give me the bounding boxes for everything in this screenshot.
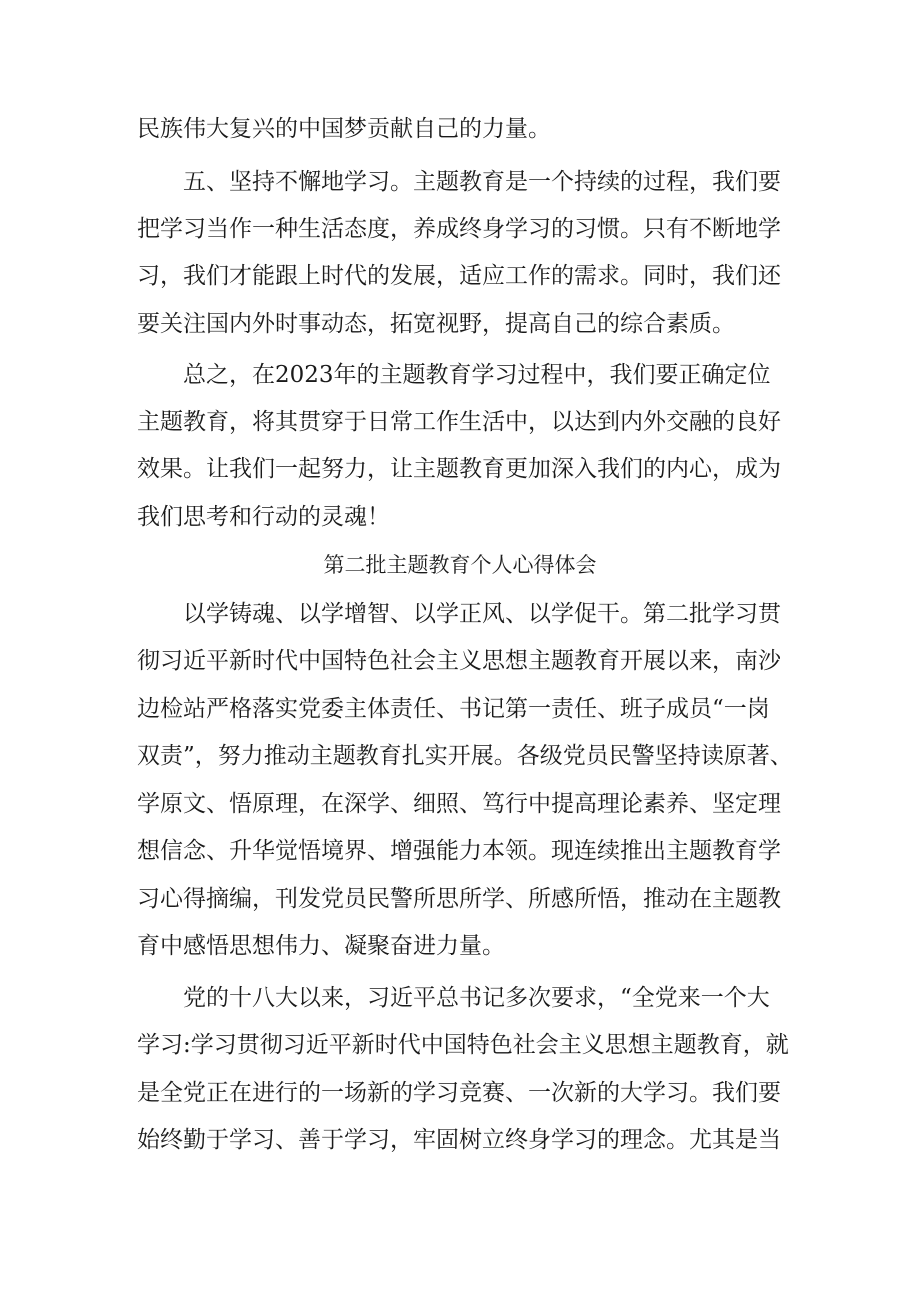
paragraph-line: 主题教育，将其贯穿于日常工作生活中，以达到内外交融的良好	[137, 409, 781, 435]
paragraph-line: 效果。让我们一起努力，让主题教育更加深入我们的内心，成为	[137, 456, 781, 482]
paragraph-line: 以学铸魂、以学增智、以学正风、以学促干。第二批学习贯	[183, 601, 781, 627]
paragraph-line: 民族伟大复兴的中国梦贡献自己的力量。	[137, 116, 551, 142]
paragraph-line: 党的十八大以来，习近平总书记多次要求，“全党来一个大	[183, 985, 770, 1011]
paragraph-line: 习心得摘编，刊发党员民警所思所学、所感所悟，推动在主题教	[137, 886, 781, 912]
paragraph-line: 双责”，努力推动主题教育扎实开展。各级党员民警坚持读原著、	[137, 743, 793, 769]
section-title: 第二批主题教育个人心得体会	[323, 553, 597, 577]
paragraph-line: 五、坚持不懈地学习。主题教育是一个持续的过程，我们要	[183, 169, 781, 195]
paragraph-line: 学原文、悟原理，在深学、细照、笃行中提高理论素养、坚定理	[137, 791, 781, 817]
paragraph-line: 习，我们才能跟上时代的发展，适应工作的需求。同时，我们还	[137, 263, 781, 289]
paragraph-line: 把学习当作一种生活态度，养成终身学习的习惯。只有不断地学	[137, 216, 781, 242]
paragraph-line: 要关注国内外时事动态，拓宽视野，提高自己的综合素质。	[137, 311, 735, 337]
paragraph-line: 彻习近平新时代中国特色社会主义思想主题教育开展以来，南沙	[137, 648, 781, 674]
paragraph-line: 始终勤于学习、善于学习，牢固树立终身学习的理念。尤其是当	[137, 1127, 781, 1153]
paragraph-line: 学习:学习贯彻习近平新时代中国特色社会主义思想主题教育，就	[137, 1032, 789, 1058]
paragraph-line: 我们思考和行动的灵魂！	[137, 504, 390, 530]
paragraph-line: 是全党正在进行的一场新的学习竞赛、一次新的大学习。我们要	[137, 1080, 781, 1106]
paragraph-line: 想信念、升华觉悟境界、增强能力本领。现连续推出主题教育学	[137, 838, 781, 864]
paragraph-line: 边检站严格落实党委主体责任、书记第一责任、班子成员“一岗	[137, 696, 770, 722]
paragraph-line: 育中感悟思想伟力、凝聚奋进力量。	[137, 933, 505, 959]
paragraph-line: 总之，在2023年的主题教育学习过程中，我们要正确定位	[183, 362, 771, 388]
